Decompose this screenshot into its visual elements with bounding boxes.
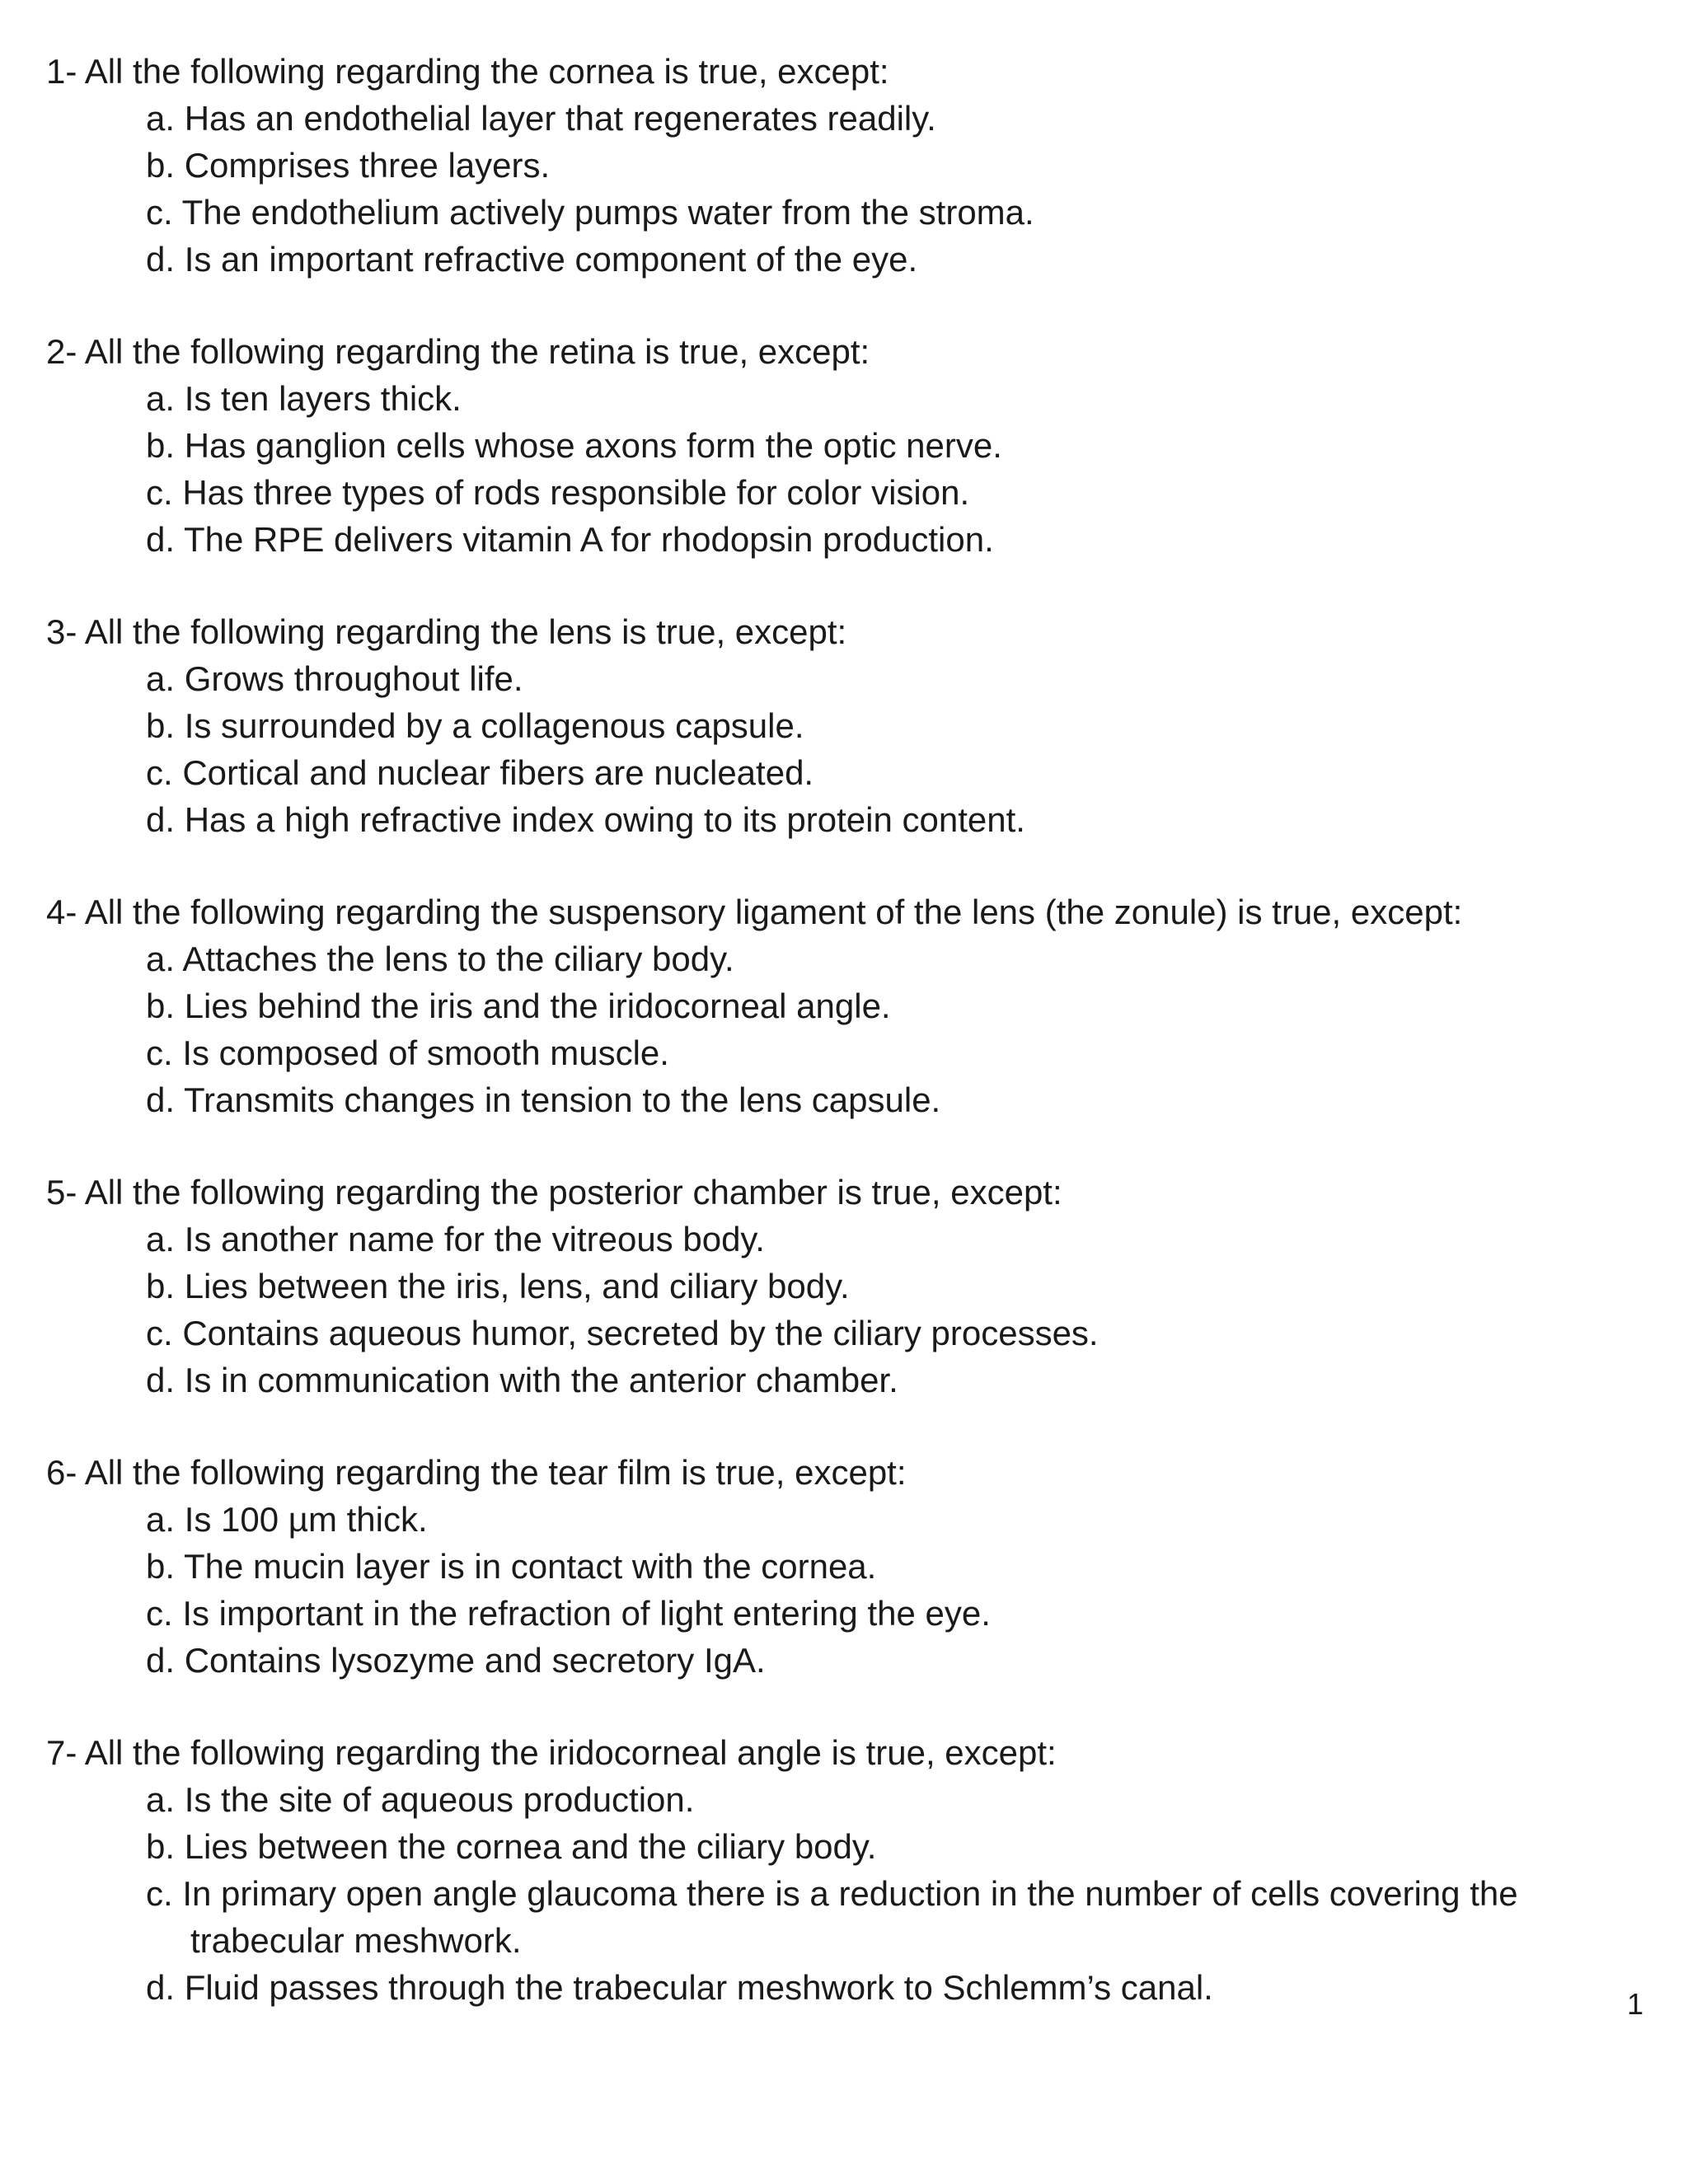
- question-3: [46, 608, 1642, 843]
- option-a: a. Grows throughout life.: [146, 659, 523, 698]
- option-d: d. Is an important refractive component of the eye.: [146, 240, 918, 279]
- option-a: a. Is another name for the vitreous body.: [146, 1220, 765, 1258]
- document-body: [46, 48, 1642, 2056]
- question-2: [46, 328, 1642, 563]
- option-b: b. Lies between the iris, lens, and ciliary body.: [146, 1267, 850, 1305]
- option-b: b. The mucin layer is in contact with the cornea.: [146, 1547, 877, 1586]
- question-stem: 3- All the following regarding the lens is true, except:: [46, 612, 847, 651]
- option-c: c. Is composed of smooth muscle.: [146, 1033, 669, 1072]
- option-c: c. Is important in the refraction of light entering the eye.: [146, 1594, 991, 1633]
- question-4: [46, 888, 1642, 1123]
- option-b: b. Lies between the cornea and the ciliary body.: [146, 1827, 877, 1866]
- option-text: c. In primary open angle glaucoma there is a reduction in the number of cells covering the: [146, 1874, 1518, 1913]
- page-number: 1: [1626, 1987, 1643, 2021]
- option-d: d. Transmits changes in tension to the lens capsule.: [146, 1080, 941, 1119]
- option-a: a. Is the site of aqueous production.: [146, 1780, 695, 1819]
- option-d: d. Contains lysozyme and secretory IgA.: [146, 1641, 766, 1680]
- question-stem: 1- All the following regarding the cornea is true, except:: [46, 52, 889, 91]
- option-c: c. Cortical and nuclear fibers are nucleated.: [146, 753, 814, 792]
- question-stem: 4- All the following regarding the suspensory ligament of the lens (the zonule) is true, except:: [46, 893, 1463, 931]
- option-d: d. Has a high refractive index owing to its protein content.: [146, 800, 1025, 839]
- question-stem: 2- All the following regarding the retina is true, except:: [46, 332, 870, 371]
- option-text-continuation: trabecular meshwork.: [190, 1921, 522, 1960]
- question-7: [46, 1729, 1642, 2011]
- option-b: b. Has ganglion cells whose axons form the optic nerve.: [146, 426, 1002, 465]
- option-c: c. The endothelium actively pumps water from the stroma.: [146, 193, 1034, 232]
- question-5: [46, 1169, 1642, 1404]
- option-b: b. Is surrounded by a collagenous capsule.: [146, 706, 804, 745]
- question-1: [46, 48, 1642, 283]
- option-c: c. Has three types of rods responsible for color vision.: [146, 473, 970, 512]
- option-a: a. Is ten layers thick.: [146, 379, 462, 418]
- question-stem: 7- All the following regarding the iridocorneal angle is true, except:: [46, 1733, 1057, 1772]
- option-b: b. Comprises three layers.: [146, 146, 551, 185]
- option-a: a. Attaches the lens to the ciliary body.: [146, 940, 734, 978]
- option-d: d. Is in communication with the anterior chamber.: [146, 1361, 898, 1399]
- option-c: [46, 1870, 1642, 1964]
- question-6: [46, 1449, 1642, 1684]
- question-stem: 6- All the following regarding the tear film is true, except:: [46, 1453, 907, 1492]
- option-a: a. Has an endothelial layer that regenerates readily.: [146, 99, 936, 138]
- option-d: d. The RPE delivers vitamin A for rhodopsin production.: [146, 520, 994, 559]
- option-b: b. Lies behind the iris and the iridocorneal angle.: [146, 987, 891, 1025]
- option-d: d. Fluid passes through the trabecular meshwork to Schlemm’s canal.: [146, 1968, 1213, 2007]
- question-stem: 5- All the following regarding the posterior chamber is true, except:: [46, 1173, 1062, 1212]
- option-a: a. Is 100 µm thick.: [146, 1500, 428, 1539]
- option-c: c. Contains aqueous humor, secreted by the ciliary processes.: [146, 1314, 1099, 1352]
